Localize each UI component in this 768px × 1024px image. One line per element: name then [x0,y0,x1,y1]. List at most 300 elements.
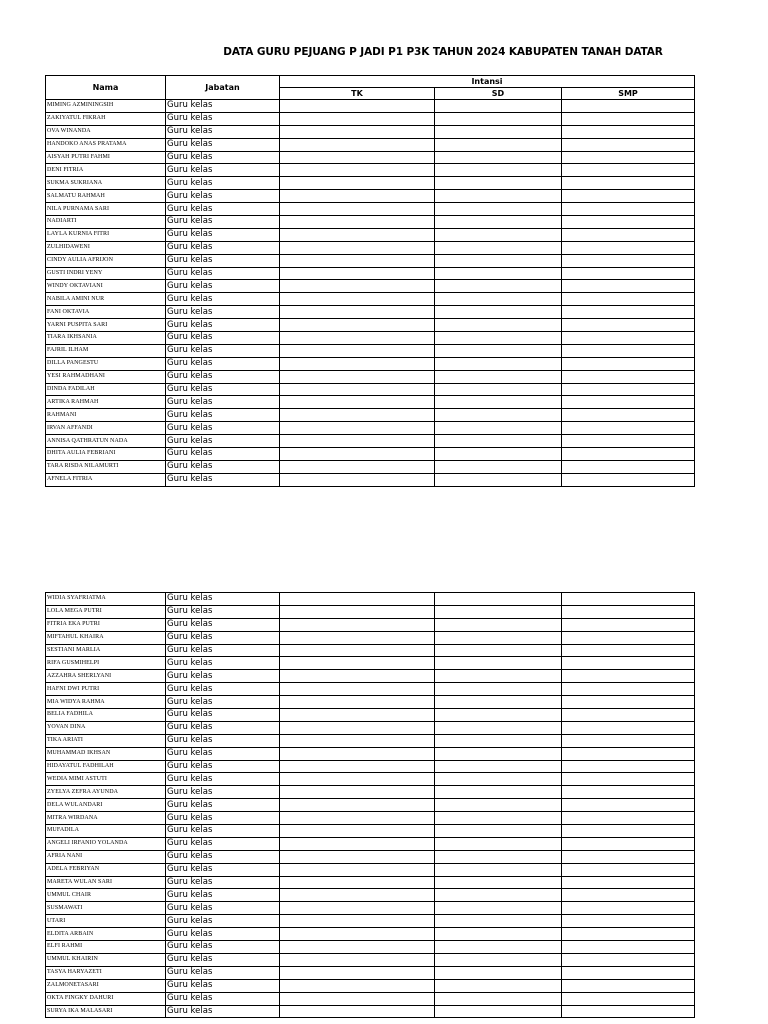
table-row [46,409,695,422]
table-body-page2 [46,593,695,1018]
table-row [46,344,695,357]
table-row [46,812,695,825]
cell-sd [435,177,562,190]
cell-tk [280,422,435,435]
table-row [46,915,695,928]
cell-smp [562,151,695,164]
cell-smp [562,435,695,448]
table-row [46,799,695,812]
cell-nama: GUSTI INDRI YENY [46,267,166,280]
cell-smp [562,473,695,486]
cell-nama: FAJRIL ILHAM [46,344,166,357]
cell-nama: ZYELYA ZEFRA AYUNDA [46,786,166,799]
cell-smp [562,448,695,461]
cell-jabatan: Guru kelas [166,112,280,125]
cell-sd [435,383,562,396]
cell-tk [280,747,435,760]
cell-tk [280,709,435,722]
cell-smp [562,850,695,863]
cell-jabatan: Guru kelas [166,618,280,631]
table-row [46,721,695,734]
cell-smp [562,190,695,203]
cell-smp [562,928,695,941]
cell-jabatan: Guru kelas [166,138,280,151]
cell-smp [562,812,695,825]
cell-jabatan: Guru kelas [166,216,280,229]
table-row [46,138,695,151]
cell-sd [435,164,562,177]
cell-jabatan: Guru kelas [166,448,280,461]
cell-smp [562,876,695,889]
cell-nama: TASYA HARYAZETI [46,966,166,979]
cell-smp [562,409,695,422]
cell-nama: LAYLA KURNIA FITRI [46,228,166,241]
table-row [46,177,695,190]
cell-sd [435,657,562,670]
cell-sd [435,357,562,370]
page-title: DATA GURU PEJUANG P JADI P1 P3K TAHUN 2024 KABUPATEN TANAH DATAR [223,46,663,58]
cell-nama: WINDY OKTAVIANI [46,280,166,293]
cell-sd [435,721,562,734]
cell-jabatan: Guru kelas [166,177,280,190]
cell-sd [435,799,562,812]
cell-sd [435,267,562,280]
table-row [46,370,695,383]
cell-jabatan: Guru kelas [166,460,280,473]
cell-sd [435,190,562,203]
cell-nama: NILA PURNAMA SARI [46,203,166,216]
cell-tk [280,928,435,941]
cell-smp [562,618,695,631]
cell-sd [435,631,562,644]
cell-sd [435,683,562,696]
cell-sd [435,644,562,657]
cell-nama: ZALMONETASARI [46,979,166,992]
cell-jabatan: Guru kelas [166,100,280,113]
cell-tk [280,696,435,709]
cell-nama: MITRA WIRDANA [46,812,166,825]
cell-sd [435,747,562,760]
table-row [46,203,695,216]
cell-tk [280,473,435,486]
cell-jabatan: Guru kelas [166,979,280,992]
table-row [46,125,695,138]
table-row [46,151,695,164]
cell-jabatan: Guru kelas [166,799,280,812]
cell-smp [562,383,695,396]
cell-smp [562,953,695,966]
table-row [46,709,695,722]
cell-sd [435,593,562,606]
cell-smp [562,786,695,799]
cell-smp [562,837,695,850]
cell-tk [280,383,435,396]
cell-smp [562,306,695,319]
cell-tk [280,825,435,838]
cell-nama: MIMING AZMININGSIH [46,100,166,113]
cell-tk [280,657,435,670]
table-row [46,473,695,486]
cell-tk [280,460,435,473]
table-row [46,644,695,657]
cell-tk [280,786,435,799]
cell-jabatan: Guru kelas [166,941,280,954]
cell-nama: ELDITA ARBAIN [46,928,166,941]
cell-tk [280,435,435,448]
cell-smp [562,709,695,722]
cell-nama: OKTA FINGKY DAHURI [46,992,166,1005]
cell-sd [435,941,562,954]
cell-jabatan: Guru kelas [166,683,280,696]
cell-sd [435,460,562,473]
teacher-table-page2 [45,592,695,1018]
cell-tk [280,241,435,254]
cell-smp [562,138,695,151]
table-body-page1 [46,100,695,487]
cell-jabatan: Guru kelas [166,915,280,928]
cell-jabatan: Guru kelas [166,902,280,915]
table-row [46,319,695,332]
cell-jabatan: Guru kelas [166,370,280,383]
cell-sd [435,928,562,941]
cell-nama: NABILA AMINI NUR [46,293,166,306]
table-row [46,332,695,345]
cell-smp [562,799,695,812]
cell-tk [280,344,435,357]
table-row [46,979,695,992]
cell-nama: HAFNI DWI PUTRI [46,683,166,696]
cell-nama: TARA RISDA NILAMURTI [46,460,166,473]
cell-tk [280,125,435,138]
header-intansi: Intansi [280,76,695,88]
cell-jabatan: Guru kelas [166,422,280,435]
table-row [46,228,695,241]
cell-tk [280,876,435,889]
cell-smp [562,228,695,241]
table-row [46,435,695,448]
cell-nama: HIDAYATUL FADHILAH [46,760,166,773]
cell-smp [562,112,695,125]
cell-smp [562,721,695,734]
cell-nama: TIKA ARIATI [46,734,166,747]
cell-nama: CINDY AULIA AFRIJON [46,254,166,267]
cell-tk [280,138,435,151]
table-row [46,190,695,203]
cell-nama: MIA WIDYA RAHMA [46,696,166,709]
cell-nama: ANGELI IRFANIO YOLANDA [46,837,166,850]
cell-nama: AFRIA NANI [46,850,166,863]
cell-smp [562,863,695,876]
cell-sd [435,228,562,241]
cell-jabatan: Guru kelas [166,409,280,422]
cell-smp [562,216,695,229]
cell-nama: FANI OKTAVIA [46,306,166,319]
cell-tk [280,267,435,280]
cell-sd [435,605,562,618]
cell-tk [280,799,435,812]
cell-smp [562,747,695,760]
table-row [46,631,695,644]
cell-sd [435,100,562,113]
cell-tk [280,837,435,850]
table-row [46,593,695,606]
cell-tk [280,902,435,915]
cell-smp [562,644,695,657]
cell-smp [562,696,695,709]
cell-nama: DILLA PANGESTU [46,357,166,370]
cell-nama: DHITA AULIA FEBRIANI [46,448,166,461]
cell-jabatan: Guru kelas [166,966,280,979]
table-row [46,396,695,409]
cell-smp [562,319,695,332]
cell-smp [562,593,695,606]
cell-nama: WIDIA SYAFRIATMA [46,593,166,606]
cell-sd [435,876,562,889]
table-row [46,100,695,113]
table-row [46,241,695,254]
cell-tk [280,812,435,825]
cell-sd [435,992,562,1005]
table-row [46,605,695,618]
cell-sd [435,344,562,357]
cell-jabatan: Guru kelas [166,747,280,760]
cell-sd [435,254,562,267]
cell-jabatan: Guru kelas [166,992,280,1005]
cell-nama: SURYA IKA MALASARI [46,1005,166,1018]
cell-tk [280,631,435,644]
cell-jabatan: Guru kelas [166,631,280,644]
cell-smp [562,125,695,138]
table-row [46,164,695,177]
cell-nama: IRVAN AFFANDI [46,422,166,435]
cell-sd [435,293,562,306]
cell-smp [562,177,695,190]
cell-jabatan: Guru kelas [166,928,280,941]
teacher-table-page1 [45,75,695,487]
cell-jabatan: Guru kelas [166,773,280,786]
cell-smp [562,280,695,293]
table-row [46,1005,695,1018]
cell-nama: WEDIA MIMI ASTUTI [46,773,166,786]
cell-jabatan: Guru kelas [166,863,280,876]
cell-sd [435,216,562,229]
cell-jabatan: Guru kelas [166,396,280,409]
cell-jabatan: Guru kelas [166,241,280,254]
table-row [46,618,695,631]
header-smp: SMP [562,88,695,100]
table-row [46,863,695,876]
table-row [46,966,695,979]
cell-sd [435,319,562,332]
table-row [46,941,695,954]
table-row [46,657,695,670]
cell-jabatan: Guru kelas [166,644,280,657]
cell-smp [562,979,695,992]
cell-jabatan: Guru kelas [166,357,280,370]
cell-nama: RAHMANI [46,409,166,422]
cell-nama: YOVAN DINA [46,721,166,734]
cell-smp [562,370,695,383]
cell-tk [280,190,435,203]
cell-nama: HANDOKO ANAS PRATAMA [46,138,166,151]
cell-nama: ZAKIYATUL FIKRAH [46,112,166,125]
header-sd: SD [435,88,562,100]
header-jabatan: Jabatan [166,76,280,100]
cell-sd [435,837,562,850]
cell-jabatan: Guru kelas [166,825,280,838]
cell-jabatan: Guru kelas [166,593,280,606]
cell-jabatan: Guru kelas [166,203,280,216]
cell-sd [435,786,562,799]
cell-smp [562,1005,695,1018]
header-tk: TK [280,88,435,100]
cell-jabatan: Guru kelas [166,1005,280,1018]
cell-smp [562,902,695,915]
cell-smp [562,889,695,902]
cell-sd [435,112,562,125]
cell-jabatan: Guru kelas [166,850,280,863]
cell-jabatan: Guru kelas [166,383,280,396]
cell-sd [435,138,562,151]
cell-sd [435,734,562,747]
cell-nama: LOLA MEGA PUTRI [46,605,166,618]
cell-sd [435,280,562,293]
cell-sd [435,409,562,422]
cell-sd [435,151,562,164]
table-row [46,422,695,435]
cell-nama: MUHAMMAD IKHSAN [46,747,166,760]
table-row [46,786,695,799]
cell-nama: UMMUL KHAIRIN [46,953,166,966]
cell-tk [280,448,435,461]
cell-tk [280,773,435,786]
header-nama: Nama [46,76,166,100]
cell-smp [562,631,695,644]
cell-tk [280,228,435,241]
cell-nama: ADELA FEBRIYAN [46,863,166,876]
cell-nama: DENI FITRIA [46,164,166,177]
table-row [46,992,695,1005]
cell-sd [435,670,562,683]
cell-jabatan: Guru kelas [166,332,280,345]
cell-tk [280,721,435,734]
cell-sd [435,473,562,486]
cell-smp [562,941,695,954]
cell-tk [280,644,435,657]
cell-smp [562,422,695,435]
table-row [46,889,695,902]
cell-jabatan: Guru kelas [166,319,280,332]
cell-tk [280,293,435,306]
table-row [46,383,695,396]
cell-tk [280,734,435,747]
table-row [46,747,695,760]
cell-jabatan: Guru kelas [166,670,280,683]
cell-sd [435,709,562,722]
cell-sd [435,825,562,838]
cell-jabatan: Guru kelas [166,812,280,825]
cell-tk [280,254,435,267]
cell-sd [435,422,562,435]
table-row [46,696,695,709]
cell-jabatan: Guru kelas [166,953,280,966]
table-row [46,112,695,125]
cell-sd [435,902,562,915]
cell-jabatan: Guru kelas [166,344,280,357]
cell-tk [280,992,435,1005]
cell-nama: FITRIA EKA PUTRI [46,618,166,631]
cell-sd [435,435,562,448]
cell-jabatan: Guru kelas [166,293,280,306]
cell-nama: SESTIANI MARLIA [46,644,166,657]
table-row [46,734,695,747]
table-row [46,306,695,319]
cell-jabatan: Guru kelas [166,306,280,319]
cell-sd [435,125,562,138]
cell-smp [562,825,695,838]
cell-sd [435,773,562,786]
cell-tk [280,306,435,319]
cell-tk [280,966,435,979]
cell-smp [562,773,695,786]
cell-smp [562,683,695,696]
cell-sd [435,889,562,902]
cell-tk [280,151,435,164]
table-row [46,850,695,863]
table-row [46,683,695,696]
cell-nama: YESI RAHMADHANI [46,370,166,383]
cell-tk [280,953,435,966]
cell-smp [562,267,695,280]
cell-jabatan: Guru kelas [166,605,280,618]
table-row [46,773,695,786]
cell-tk [280,332,435,345]
cell-nama: ZULHIDAWENI [46,241,166,254]
cell-smp [562,657,695,670]
cell-smp [562,332,695,345]
table-row [46,670,695,683]
cell-tk [280,863,435,876]
cell-smp [562,254,695,267]
cell-tk [280,203,435,216]
cell-smp [562,241,695,254]
cell-jabatan: Guru kelas [166,151,280,164]
cell-nama: AFNELA FITRIA [46,473,166,486]
cell-smp [562,164,695,177]
cell-jabatan: Guru kelas [166,435,280,448]
cell-nama: TIARA IKHSANIA [46,332,166,345]
cell-jabatan: Guru kelas [166,228,280,241]
cell-sd [435,979,562,992]
cell-tk [280,889,435,902]
cell-nama: SALMATU RAHMAH [46,190,166,203]
cell-nama: RIFA GUSMIHELPI [46,657,166,670]
cell-smp [562,760,695,773]
cell-tk [280,760,435,773]
cell-sd [435,966,562,979]
cell-jabatan: Guru kelas [166,786,280,799]
cell-nama: ELFI RAHMI [46,941,166,954]
cell-nama: OVA WINANDA [46,125,166,138]
cell-nama: NADIARTI [46,216,166,229]
cell-sd [435,370,562,383]
cell-nama: MIFTAHUL KHAIRA [46,631,166,644]
table-row [46,928,695,941]
cell-tk [280,177,435,190]
cell-sd [435,1005,562,1018]
cell-tk [280,605,435,618]
cell-nama: YARNI PUSPITA SARI [46,319,166,332]
